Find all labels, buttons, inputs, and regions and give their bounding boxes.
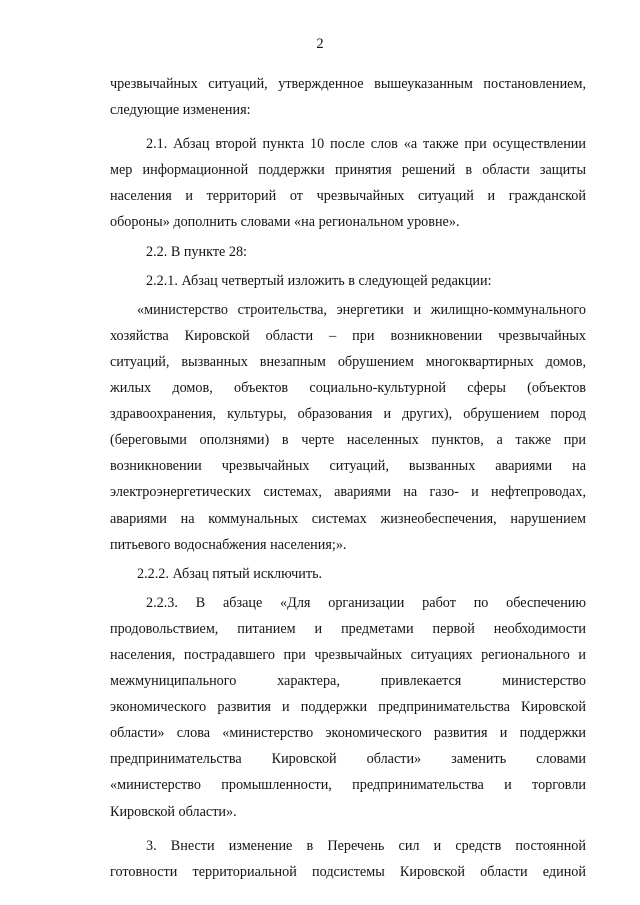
text-line: готовности территориальной подсистемы Кировской области единой (110, 863, 586, 880)
text-line: жилых домов, объектов социально-культурной сферы (объектов (110, 380, 586, 397)
text-line: здравоохранения, культуры, образования и других), обрушением пород (110, 406, 586, 423)
quote-line: «министерство строительства, энергетики и жилищно-коммунального (137, 301, 586, 318)
text-line: электроэнергетических системах, авариями на газо- и нефтепроводах, (110, 484, 586, 501)
text-line: предпринимательства Кировской области» заменить словами (110, 751, 586, 768)
text-line: области» слова «министерство экономического развития и поддержки (110, 725, 586, 742)
text-line: населения, пострадавшего при чрезвычайных ситуациях регионального и (110, 646, 586, 663)
text-line: ситуаций, вызванных внезапным обрушением многоквартирных домов, (110, 353, 586, 370)
paragraph-2-1-line: 2.1. Абзац второй пункта 10 после слов «а также при осуществлении (146, 136, 586, 153)
text-line: (береговыми оползнями) в черте населенных пунктов, а также при (110, 432, 586, 449)
text-line: мер информационной поддержки принятия решений в области защиты (110, 162, 586, 179)
paragraph-2-2-line: 2.2. В пункте 28: (146, 243, 247, 260)
text-line: возникновении чрезвычайных ситуаций, вызванных авариями на (110, 458, 586, 475)
text-line: продовольствием, питанием и предметами первой необходимости (110, 620, 586, 637)
document-body (110, 71, 586, 885)
paragraph-2-2-1-line: 2.2.1. Абзац четвертый изложить в следующей редакции: (146, 272, 492, 289)
text-line: «министерство промышленности, предпринимательства и торговли (110, 777, 586, 794)
text-line: авариями на коммунальных системах жизнеобеспечения, нарушением (110, 510, 586, 527)
text-line: населения и территорий от чрезвычайных ситуаций и гражданской (110, 188, 586, 205)
paragraph-2-2-2-line: 2.2.2. Абзац пятый исключить. (137, 565, 323, 582)
text-line: хозяйства Кировской области – при возникновении чрезвычайных (110, 327, 586, 344)
paragraph-2-2-3-line: 2.2.3. В абзаце «Для организации работ по обеспечению (146, 594, 586, 611)
text-line: чрезвычайных ситуаций, утвержденное вышеуказанным постановлением, (110, 76, 586, 92)
text-line: экономического развития и поддержки предпринимательства Кировской (110, 699, 586, 716)
text-line: Кировской области». (110, 803, 237, 820)
text-line: межмуниципального характера, привлекается министерство (110, 673, 586, 690)
paragraph-3-line: 3. Внести изменение в Перечень сил и средств постоянной (146, 837, 586, 854)
text-line: следующие изменения: (110, 102, 251, 119)
text-line: питьевого водоснабжения населения;». (110, 536, 347, 553)
text-line: обороны» дополнить словами «на региональном уровне». (110, 214, 460, 231)
page-number: 2 (316, 36, 324, 52)
